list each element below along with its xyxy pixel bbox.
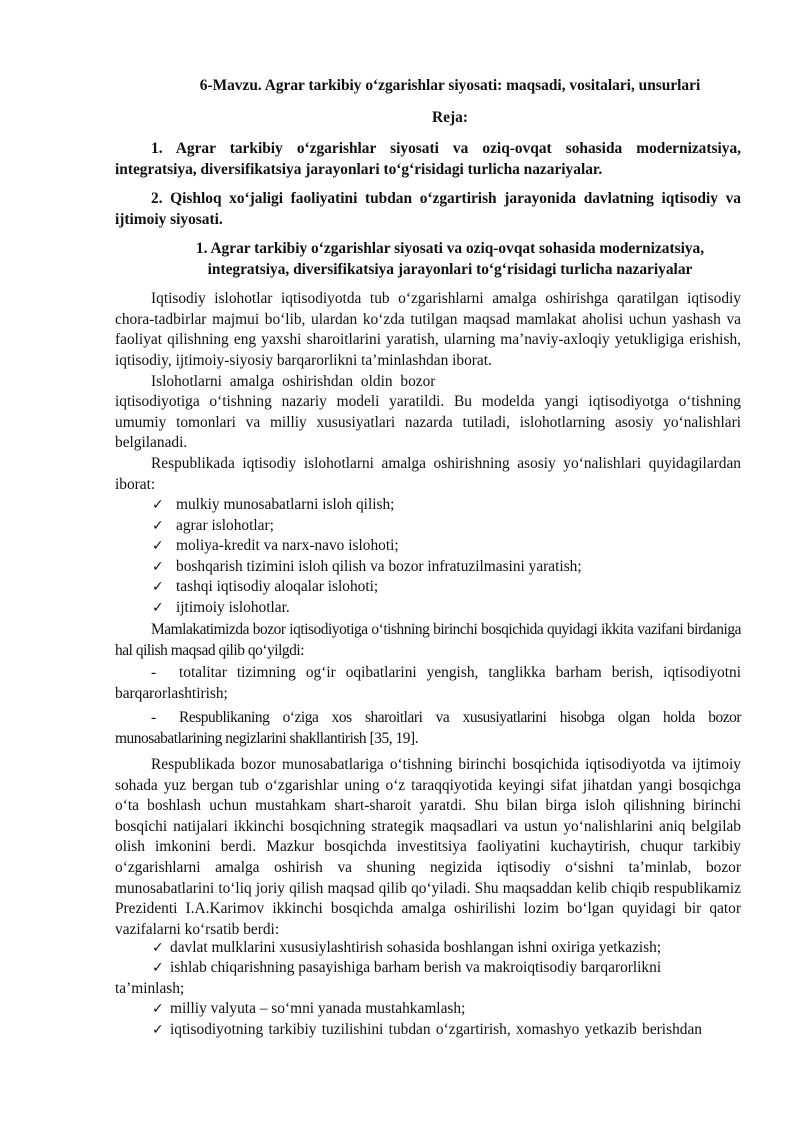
checkmark-icon: ✓: [152, 538, 164, 554]
checkmark-icon: ✓: [152, 497, 164, 513]
dash-item-text: totalitar tizimning og‘ir oqibatlarini yengish, tanglikka barham berish, iqtisodiyotni barqarorlashtirish;: [115, 664, 741, 702]
plan-item-1: 1. Agrar tarkibiy o‘zgarishlar siyosati va oziq-ovqat sohasida modernizatsiya, integratsiya, diversifikatsiya jarayonlari to‘g‘risidagi turlicha nazariyalar.: [115, 140, 741, 178]
list-item: [152, 577, 378, 598]
list-item-text: milliy valyuta – so‘mni yanada mustahkamlash;: [170, 1000, 466, 1017]
plan-item-2: 2. Qishloq xo‘jaligi faoliyatini tubdan o‘zgartirish jarayonida davlatning iqtisodiy va ijtimoiy siyosati.: [115, 190, 741, 228]
list-item: [152, 495, 394, 516]
list-item: [152, 598, 290, 619]
checkmark-icon: ✓: [152, 1022, 164, 1038]
list-item-text: iqtisodiyotning tarkibiy tuzilishini tubdan o‘zgartirish, xomashyo yetkazib berishdan: [170, 1021, 702, 1038]
list-item-text: ishlab chiqarishning pasayishiga barham berish va makroiqtisodiy barqarorlikni ta’minlash;: [115, 959, 662, 997]
list-item: [152, 557, 582, 578]
checkmark-icon: ✓: [152, 579, 164, 595]
list-item-text: moliya-kredit va narx-navo islohoti;: [176, 537, 399, 554]
paragraph-second-stage: Respublikada bozor munosabatlariga o‘tishning birinchi bosqichida iqtisodiyotda va ijtimoiy sohada yuz bergan tub o‘zgarishlar uning o‘z taraqqiyotida keyingi sifat jihatdan yangi bosqichga o‘ta boshlash uchun mustahkam shart-sharoit yaratdi. Shu bilan birga isloh qilishning birinchi bosqichi natijalari ikkinchi bosqichning strategik maqsadlari va ustun yo‘nalishlarini aniq belgilab olish imkonini berdi. Mazkur bosqichda investitsiya faoliyatini kuchaytirish, chuqur tarkibiy o‘zgarishlarni amalga oshirish va shuning negizida iqtisodiy o‘sishni ta’minlab, bozor munosabatlarini to‘liq joriy qilish maqsad qilib qo‘yiladi. Shu maqsaddan kelib chiqib respublikamiz Prezidenti I.A.Karimov ikkinchi bosqichda amalga oshirilishi lozim bo‘lgan quyidagi bir qator vazifalarni ko‘rsatib berdi:: [115, 756, 741, 938]
paragraph-model-start: Islohotlarni amalga oshirishdan oldin bozor: [151, 373, 436, 390]
dash-item-2: [115, 708, 741, 749]
list-item: [152, 938, 661, 959]
list-item-text: agrar islohotlar;: [176, 517, 274, 534]
list-item: [152, 999, 465, 1020]
paragraph-reforms: Iqtisodiy islohotlar iqtisodiyotda tub o‘zgarishlarni amalga oshirishga qaratilgan iqtisodiy chora-tadbirlar majmui bo‘lib, ulardan ko‘zda tutilgan maqsad mamlakat aholisi uchun yashash va faoliyat qilishning eng yaxshi sharoitlarini yaratish, ularning ma’naviy-axloqiy yetukligiga erishish, iqtisodiy, ijtimoiy-siyosiy barqarorlikni ta’minlashdan iborat.: [115, 290, 741, 369]
dash-marker: -: [151, 664, 157, 681]
list-item-text: tashqi iqtisodiy aloqalar islohoti;: [176, 578, 379, 595]
list-item: [152, 1020, 702, 1041]
paragraph-model: iqtisodiyotiga o‘tishning nazariy modeli yaratildi. Bu modelda yangi iqtisodiyotga o‘tishning umumiy tomonlari va milliy xususiyatlari nazarda tutiladi, islohotlarning asosiy yo‘nalishlari belgilanadi.: [115, 393, 741, 452]
list-item: [115, 958, 695, 999]
section-heading: 1. Agrar tarkibiy o‘zgarishlar siyosati va oziq-ovqat sohasida modernizatsiya, integratsiya, diversifikatsiya jarayonlari to‘g‘risidagi turlicha nazariyalar: [195, 240, 705, 278]
paragraph-first-stage: Mamlakatimizda bozor iqtisodiyotiga o‘tishning birinchi bosqichida quyidagi ikkita vazifani birdaniga hal qilish maqsad qilib qo‘yilgdi:: [115, 621, 741, 659]
checkmark-icon: ✓: [152, 1001, 164, 1017]
list-item: [152, 516, 274, 537]
list-item: [152, 536, 399, 557]
checkmark-icon: ✓: [152, 960, 164, 976]
list-item-text: boshqarish tizimini isloh qilish va bozor infratuzilmasini yaratish;: [176, 558, 582, 575]
checkmark-icon: ✓: [152, 559, 164, 575]
list-item-text: davlat mulklarini xususiylashtirish sohasida boshlangan ishni oxiriga yetkazish;: [170, 939, 662, 956]
list-item-text: mulkiy munosabatlarni isloh qilish;: [176, 496, 395, 513]
dash-item-text: Respublikaning o‘ziga xos sharoitlari va xususiyatlarini hisobga olgan holda bozor munosabatlarining negizlarini shakllantirish [35, 19].: [115, 709, 741, 747]
dash-item-1: [115, 663, 741, 704]
list-item-text: ijtimoiy islohotlar.: [176, 599, 290, 616]
checkmark-icon: ✓: [152, 940, 164, 956]
checkmark-icon: ✓: [152, 600, 164, 616]
paragraph-directions-intro: Respublikada iqtisodiy islohotlarni amalga oshirishning asosiy yo‘nalishlari quyidagilardan iborat:: [115, 455, 741, 493]
checkmark-icon: ✓: [152, 518, 164, 534]
plan-label: Reja:: [432, 109, 468, 126]
dash-marker: -: [151, 709, 156, 726]
document-title: 6-Mavzu. Agrar tarkibiy o‘zgarishlar siyosati: maqsadi, vositalari, unsurlari: [199, 77, 701, 94]
